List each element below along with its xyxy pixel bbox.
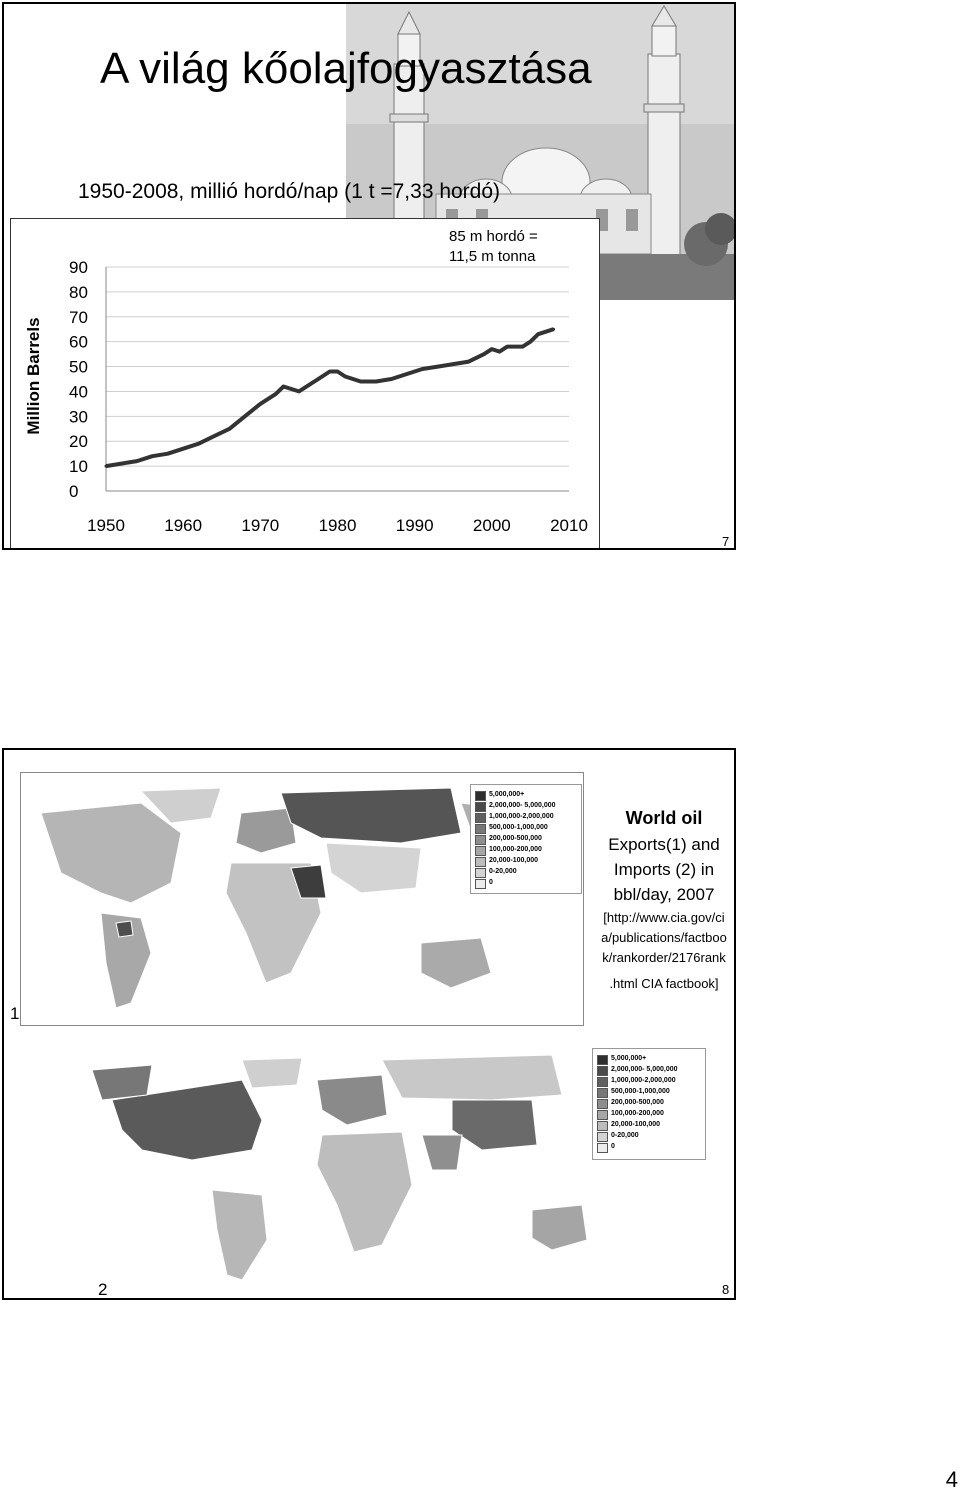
- legend-item: [489, 802, 556, 809]
- legend-label: 1,000,000-2,000,000: [489, 813, 554, 820]
- data-point: [243, 415, 246, 418]
- legend-label: 0-20,000: [611, 1132, 639, 1139]
- y-tick-label: 20: [69, 432, 88, 452]
- data-point: [544, 330, 547, 333]
- data-point: [297, 390, 300, 393]
- x-tick-label: 1980: [318, 516, 357, 535]
- annotation-line-2: 11,5 m tonna: [449, 248, 536, 265]
- data-point: [328, 370, 331, 373]
- page-number: 8: [722, 1282, 730, 1297]
- data-point: [259, 402, 262, 405]
- source-link-line[interactable]: a/publications/factboo: [601, 930, 727, 945]
- legend-label: 0-20,000: [489, 868, 517, 875]
- legend-label: 20,000-100,000: [611, 1121, 661, 1128]
- data-point: [228, 427, 231, 430]
- y-tick-label: 60: [69, 332, 88, 352]
- legend-swatch: [597, 1143, 608, 1153]
- y-tick-label: 30: [69, 407, 88, 427]
- legend-item: [611, 1066, 678, 1073]
- legend-swatch: [597, 1132, 608, 1142]
- data-point: [421, 368, 424, 371]
- legend-item: [611, 1088, 670, 1095]
- data-point: [313, 380, 316, 383]
- legend-label: 0: [489, 879, 493, 886]
- legend-label: 20,000-100,000: [489, 857, 539, 864]
- y-axis-ticks: [69, 258, 88, 501]
- data-point: [359, 380, 362, 383]
- legend-swatch: [475, 835, 486, 845]
- annotation-line-1: 85 m hordó =: [449, 228, 538, 245]
- legend-label: 1,000,000-2,000,000: [611, 1077, 676, 1084]
- legend-item: [489, 868, 517, 875]
- legend-item: [611, 1099, 664, 1106]
- legend-swatch: [597, 1066, 608, 1076]
- legend-label: 200,000-500,000: [611, 1099, 664, 1106]
- legend-item: [489, 835, 542, 842]
- map-2-number: 2: [98, 1280, 108, 1299]
- legend-label: 2,000,000- 5,000,000: [611, 1066, 678, 1073]
- legend-label: 5,000,000+: [611, 1055, 647, 1062]
- legend-swatch: [597, 1099, 608, 1109]
- legend-item: [611, 1110, 664, 1117]
- data-point: [483, 353, 486, 356]
- legend-label: 0: [611, 1143, 615, 1150]
- legend-label: 500,000-1,000,000: [489, 824, 548, 831]
- source-link-line[interactable]: k/rankorder/2176rank: [602, 950, 726, 965]
- chart-panel: [10, 218, 600, 550]
- data-point: [452, 363, 455, 366]
- x-tick-label: 1960: [164, 516, 203, 535]
- data-point: [498, 350, 501, 353]
- legend-item: [489, 791, 524, 798]
- legend-swatch: [475, 868, 486, 878]
- side-text-line: Imports (2) in: [613, 860, 715, 879]
- legend-swatch: [475, 813, 486, 823]
- x-tick-label: 2000: [472, 516, 511, 535]
- legend-item: [611, 1143, 615, 1150]
- data-point: [151, 455, 154, 458]
- data-point: [390, 378, 393, 381]
- legend-item: [489, 879, 493, 886]
- legend-swatch: [475, 846, 486, 856]
- data-point: [336, 370, 339, 373]
- legend-swatch: [597, 1088, 608, 1098]
- y-axis-label: Million Barrels: [24, 317, 43, 435]
- legend-swatch: [475, 802, 486, 812]
- legend-swatch: [475, 857, 486, 867]
- slide-consumption: [2, 2, 736, 550]
- y-tick-label: 90: [69, 258, 88, 277]
- slide-title: A világ kőolajfogyasztása: [100, 44, 592, 93]
- side-text: [594, 832, 734, 907]
- legend-swatch: [597, 1077, 608, 1087]
- data-point: [105, 465, 108, 468]
- data-point: [529, 340, 532, 343]
- legend-swatch: [475, 824, 486, 834]
- y-tick-label: 70: [69, 307, 88, 327]
- consumption-series-line: [106, 329, 554, 466]
- x-axis-ticks: [87, 516, 588, 535]
- legend-item: [489, 846, 542, 853]
- legend-swatch: [475, 879, 486, 889]
- legend-item: [611, 1132, 639, 1139]
- x-tick-label: 1950: [87, 516, 125, 535]
- slide-world-oil: [2, 748, 736, 1300]
- legend-item: [611, 1077, 676, 1084]
- y-tick-label: 0: [69, 482, 79, 501]
- data-point: [467, 360, 470, 363]
- legend-label: 5,000,000+: [489, 791, 525, 798]
- legend-label: 100,000-200,000: [489, 846, 542, 853]
- data-point: [375, 380, 378, 383]
- x-tick-label: 2010: [550, 516, 588, 535]
- data-point: [552, 328, 555, 331]
- data-point: [506, 345, 509, 348]
- data-point: [274, 392, 277, 395]
- data-point: [344, 375, 347, 378]
- legend-label: 2,000,000- 5,000,000: [489, 802, 556, 809]
- data-point: [182, 447, 185, 450]
- map-1-number: 1: [10, 1004, 20, 1023]
- legend-swatch: [597, 1121, 608, 1131]
- data-point: [436, 365, 439, 368]
- data-point: [405, 373, 408, 376]
- page-number: 7: [722, 534, 730, 549]
- legend-swatch: [597, 1110, 608, 1120]
- y-tick-label: 40: [69, 382, 88, 402]
- data-point: [166, 452, 169, 455]
- legend-swatch: [475, 791, 486, 801]
- x-tick-label: 1970: [241, 516, 280, 535]
- legend-label: 100,000-200,000: [611, 1110, 664, 1117]
- data-point: [490, 348, 493, 351]
- exports-legend: [470, 784, 582, 894]
- side-text-line: bbl/day, 2007: [613, 885, 715, 904]
- document-page-number: 4: [945, 1467, 958, 1492]
- y-tick-label: 80: [69, 282, 88, 302]
- data-point: [197, 442, 200, 445]
- legend-item: [611, 1121, 660, 1128]
- slide-subtitle: 1950-2008, millió hordó/nap (1 t =7,33 hordó): [78, 180, 501, 203]
- legend-label: 500,000-1,000,000: [611, 1088, 670, 1095]
- legend-item: [489, 824, 548, 831]
- y-tick-label: 50: [69, 357, 88, 377]
- legend-label: 200,000-500,000: [489, 835, 542, 842]
- source-link[interactable]: [594, 908, 734, 994]
- legend-swatch: [597, 1055, 608, 1065]
- data-point: [120, 462, 123, 465]
- legend-item: [489, 857, 538, 864]
- consumption-points: [105, 328, 556, 468]
- side-heading: World oil: [625, 808, 703, 828]
- data-point: [135, 460, 138, 463]
- source-link-line[interactable]: [http://www.cia.gov/ci: [603, 910, 725, 925]
- side-text-line: Exports(1) and: [608, 835, 720, 854]
- consumption-line-chart: [11, 219, 599, 549]
- data-point: [521, 345, 524, 348]
- legend-item: [611, 1055, 646, 1062]
- y-tick-label: 10: [69, 457, 88, 477]
- x-tick-label: 1990: [395, 516, 434, 535]
- chart-grid: [106, 267, 569, 466]
- data-point: [213, 435, 216, 438]
- legend-item: [489, 813, 554, 820]
- source-link-line[interactable]: .html CIA factbook]: [609, 976, 719, 991]
- data-point: [282, 385, 285, 388]
- data-point: [537, 333, 540, 336]
- imports-legend: [592, 1048, 706, 1160]
